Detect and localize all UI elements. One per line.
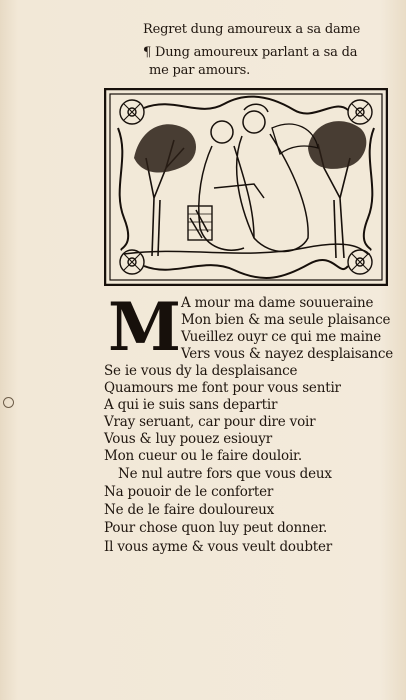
heading-subtitle-line-2: me par amours. <box>149 63 251 78</box>
poem-line: A mour ma dame souueraine <box>181 295 374 311</box>
poem-line: A qui ie suis sans departir <box>104 397 278 413</box>
heading-title: Regret dung amoureux a sa dame <box>143 22 361 37</box>
poem-line: Ne nul autre fors que vous deux <box>118 466 332 482</box>
poem-line: Vueillez ouyr ce qui me maine <box>181 329 382 345</box>
woodcut-illustration <box>104 88 388 286</box>
poem-line: Ne de le faire douloureux <box>104 502 275 518</box>
margin-ring-mark <box>3 397 14 408</box>
poem-line: Vers vous & nayez desplaisance <box>181 346 394 362</box>
poem-line: Il vous ayme & vous veult doubter <box>104 539 333 555</box>
poem-line: Na pouoir de le conforter <box>104 484 274 500</box>
poem-line: Mon bien & ma seule plaisance <box>181 312 391 328</box>
poem-line: Pour chose quon luy peut donner. <box>104 520 328 536</box>
poem-line: Se ie vous dy la desplaisance <box>104 363 298 379</box>
poem-line: Quamours me font pour vous sentir <box>104 380 341 396</box>
poem-line: Vray seruant, car pour dire voir <box>104 414 316 430</box>
heading-subtitle-line-1: ¶ Dung amoureux parlant a sa da <box>143 45 358 60</box>
poem-line: Vous & luy pouez esiouyr <box>104 431 272 447</box>
drop-cap-initial: M <box>108 288 182 366</box>
poem-line: Mon cueur ou le faire douloir. <box>104 448 302 464</box>
